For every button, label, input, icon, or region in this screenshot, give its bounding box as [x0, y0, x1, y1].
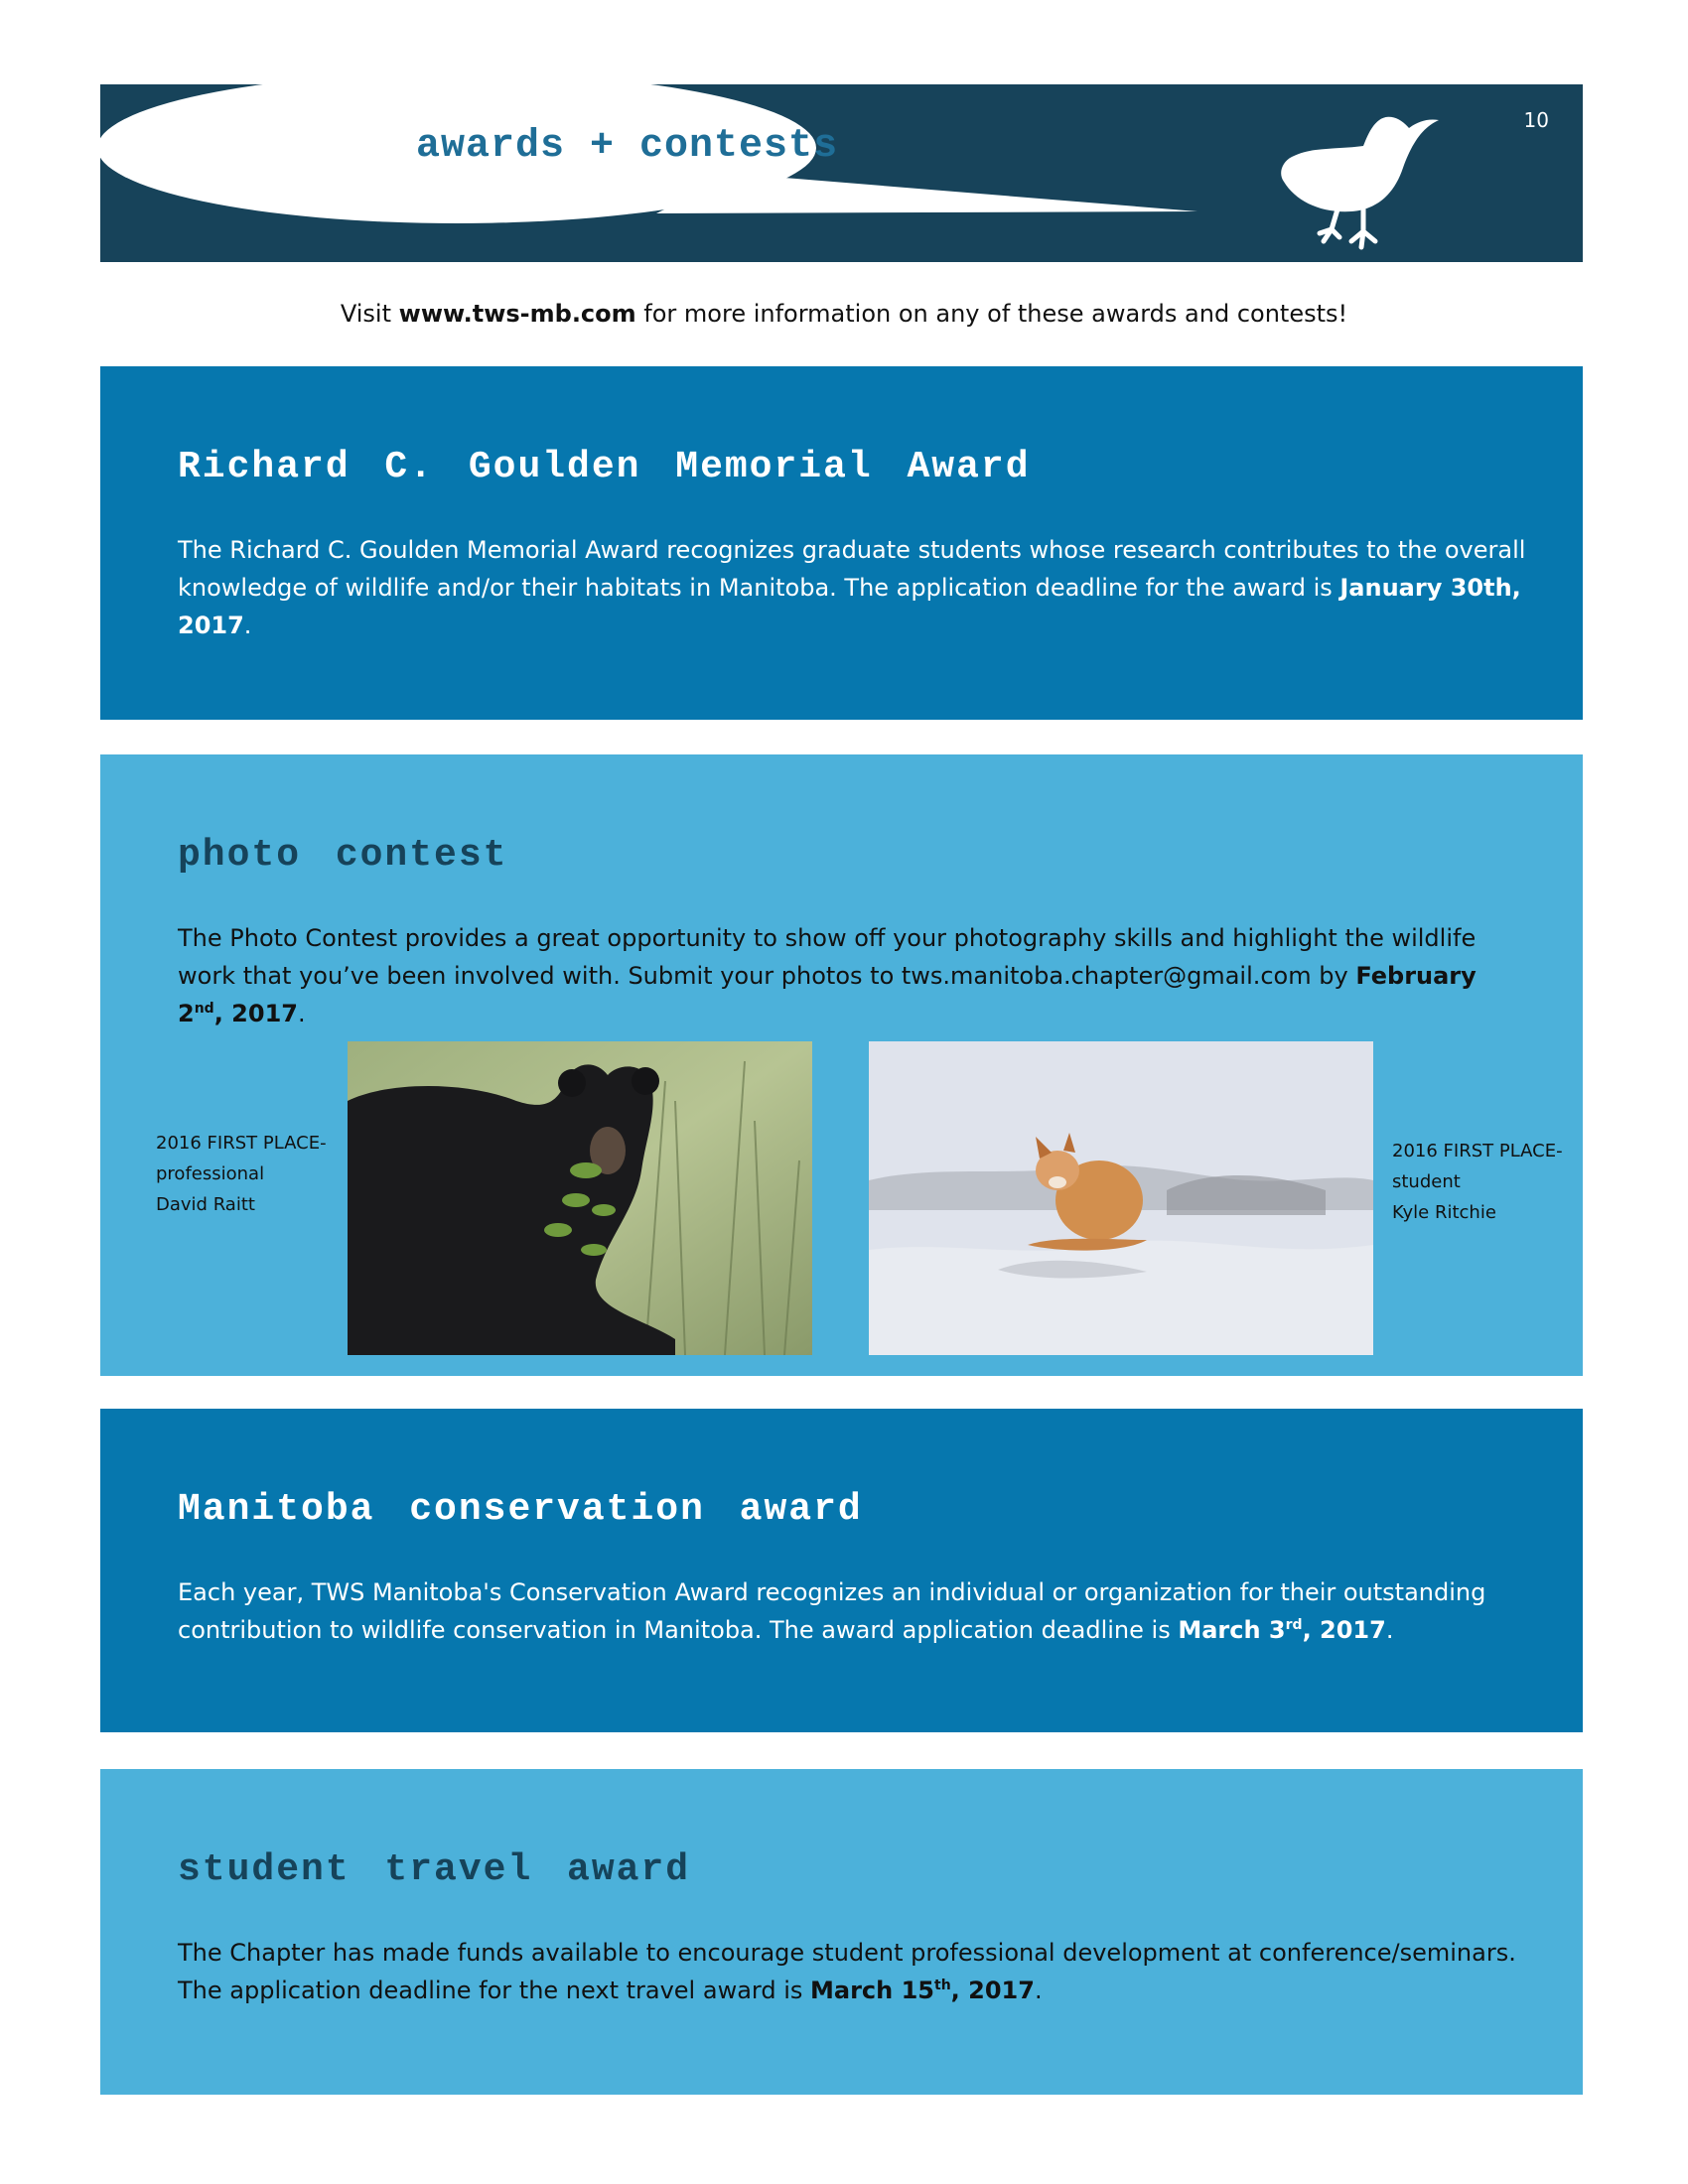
goulden-award-title: Richard C. Goulden Memorial Award [178, 446, 1031, 488]
fox-photo [869, 1041, 1373, 1355]
professional-caption: 2016 FIRST PLACE- professional David Raitt [156, 1133, 327, 1215]
goulden-deadline: January 30th, 2017 [178, 574, 1521, 639]
section-title: awards + contests [416, 124, 839, 169]
header-banner [100, 84, 1583, 262]
travel-award-panel [100, 1769, 1583, 2095]
conservation-award-text: Each year, TWS Manitoba's Conservation Award recognizes an individual or organization for their outstanding contribution to wildlife conservation in Manitoba. The award application deadline is March 3rd, 2017. [178, 1578, 1486, 1644]
goulden-award-panel [100, 366, 1583, 720]
conservation-deadline: March 3rd, 2017 [1178, 1616, 1386, 1644]
page-number: 10 [1523, 108, 1549, 132]
intro-text: Visit www.tws-mb.com for more information on any of these awards and contests! [340, 300, 1348, 328]
photo-contest-panel [100, 754, 1583, 1376]
website-link[interactable]: www.tws-mb.com [398, 300, 636, 328]
travel-award-text: The Chapter has made funds available to encourage student professional development at conference/seminars. The application deadline for the next travel award is March 15th, 2017. [178, 1939, 1516, 2004]
student-caption: 2016 FIRST PLACE- student Kyle Ritchie [1392, 1141, 1563, 1223]
photo-contest-title: photo contest [178, 834, 508, 877]
photo-contest-text: The Photo Contest provides a great opportunity to show off your photography skills and highlight the wildlife work that you’ve been involved with. Submit your photos to tws.manitoba.chapter@gmail.com by February 2nd, 2017. [178, 924, 1477, 1027]
bear-photo [348, 1041, 812, 1355]
travel-award-title: student travel award [178, 1848, 691, 1891]
conservation-award-title: Manitoba conservation award [178, 1488, 863, 1531]
travel-deadline: March 15th, 2017 [810, 1977, 1035, 2004]
conservation-award-panel [100, 1409, 1583, 1732]
goulden-award-text: The Richard C. Goulden Memorial Award recognizes graduate students whose research contributes to the overall knowledge of wildlife and/or their habitats in Manitoba. The application deadline for the award is January 30th, 2017. [178, 536, 1526, 639]
photo-contest-deadline: February 2nd, 2017 [178, 962, 1477, 1027]
bird-icon [1272, 102, 1441, 261]
